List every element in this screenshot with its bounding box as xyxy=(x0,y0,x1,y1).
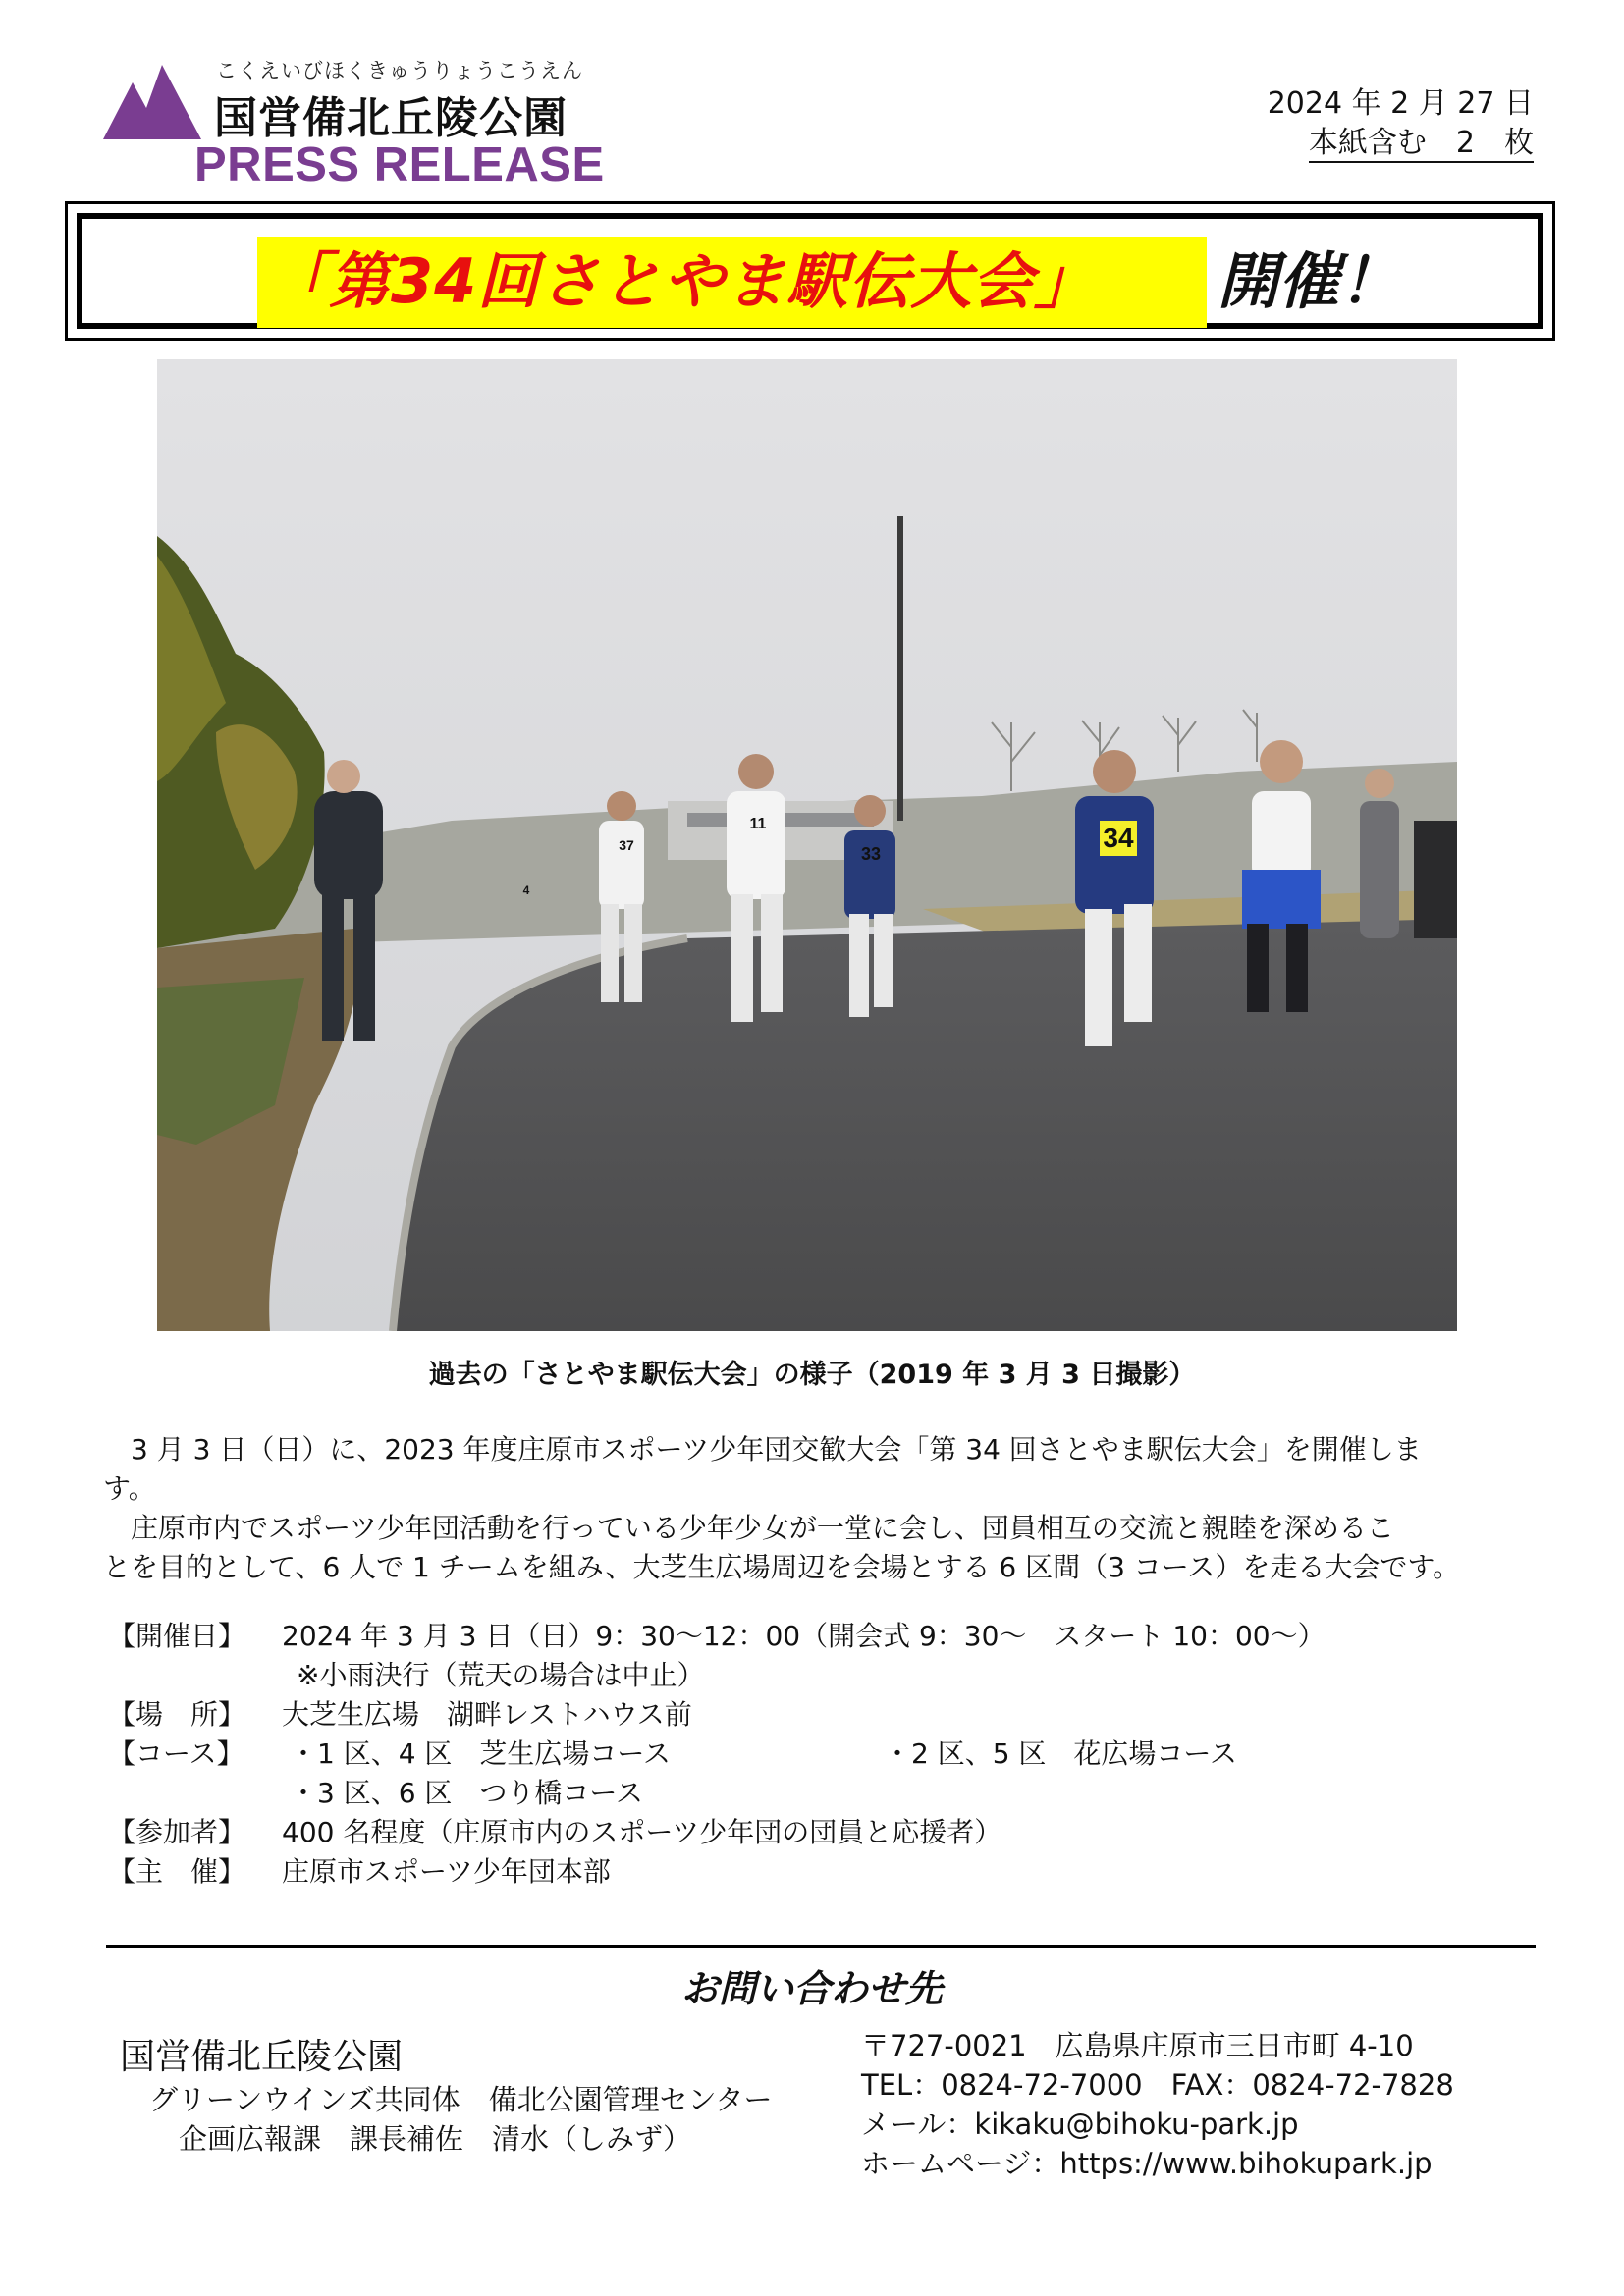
course-label: 【コース】 xyxy=(108,1737,244,1770)
press-release-label: PRESS RELEASE xyxy=(194,138,605,191)
bib-number: 33 xyxy=(860,844,882,864)
intro-paragraph xyxy=(103,1430,1527,1509)
contact-email[interactable]: メール：kikaku@bihoku-park.jp xyxy=(861,2108,1299,2141)
page-count: 本紙含む 2 枚 xyxy=(1309,118,1534,163)
bib-number: 4 xyxy=(522,883,530,897)
course-item: ・2 区、5 区 花広場コース xyxy=(884,1737,1238,1770)
host-label: 【主 催】 xyxy=(108,1855,246,1888)
participants-value: 400 名程度（庄原市内のスポーツ少年団の団員と応援者） xyxy=(282,1816,1002,1848)
contact-dept: グリーンウインズ共同体 備北公園管理センター xyxy=(149,2083,773,2116)
place-value: 大芝生広場 湖畔レストハウス前 xyxy=(282,1698,692,1731)
date-label: 【開催日】 xyxy=(108,1620,246,1652)
contact-person: 企画広報課 課長補佐 清水（しみず） xyxy=(179,2122,692,2156)
course-item: ・1 区、4 区 芝生広場コース xyxy=(290,1737,672,1770)
contact-homepage[interactable]: ホームページ：https://www.bihokupark.jp xyxy=(861,2147,1433,2180)
purpose-paragraph xyxy=(103,1509,1527,1587)
purpose-line: 庄原市内でスポーツ少年団活動を行っている少年少女が一堂に会し、団員相互の交流と親睦を深めるこ xyxy=(103,1512,1394,1544)
event-title-suffix: 開催！ xyxy=(1218,245,1401,317)
org-name-ruby: こくえいびほくきゅうりょうこうえん xyxy=(216,59,583,82)
release-date: 2024 年 2 月 27 日 xyxy=(1267,86,1534,121)
host-value: 庄原市スポーツ少年団本部 xyxy=(282,1855,611,1888)
contact-heading: お問い合わせ先 xyxy=(680,1967,943,2010)
place-label: 【場 所】 xyxy=(108,1698,246,1731)
date-note: ※小雨決行（荒天の場合は中止） xyxy=(297,1659,705,1691)
bib-number: 34 xyxy=(1103,823,1134,853)
event-title: 「第34回さとやま駅伝大会」 xyxy=(267,245,1097,317)
contact-org: 国営備北丘陵公園 xyxy=(120,2037,404,2077)
park-logo-icon xyxy=(103,61,201,141)
contact-tel-fax: TEL：0824-72-7000 FAX：0824-72-7828 xyxy=(861,2068,1454,2102)
intro-line: 3 月 3 日（日）に、2023 年度庄原市スポーツ少年団交歓大会「第 34 回さとやま駅伝大会」を開催しま xyxy=(103,1433,1422,1466)
date-value: 2024 年 3 月 3 日（日）9：30～12：00（開会式 9：30～ スタート 10：00～） xyxy=(282,1620,1326,1652)
event-photo xyxy=(157,359,1457,1331)
participants-label: 【参加者】 xyxy=(108,1816,246,1848)
intro-line: す。 xyxy=(103,1472,156,1505)
photo-caption: 過去の「さとやま駅伝大会」の様子（2019 年 3 月 3 日撮影） xyxy=(428,1360,1196,1390)
org-name: 国営備北丘陵公園 xyxy=(214,93,568,143)
purpose-line: とを目的として、6 人で 1 チームを組み、大芝生広場周辺を会場とする 6 区間（3 コース）を走る大会です。 xyxy=(103,1551,1461,1583)
section-divider xyxy=(106,1945,1536,1948)
contact-address: 〒727-0021 広島県庄原市三日市町 4-10 xyxy=(861,2029,1414,2062)
course-item: ・3 区、6 区 つり橋コース xyxy=(290,1777,644,1809)
title-banner xyxy=(65,201,1555,341)
bib-number: 37 xyxy=(619,837,634,853)
bib-number: 11 xyxy=(749,816,767,832)
